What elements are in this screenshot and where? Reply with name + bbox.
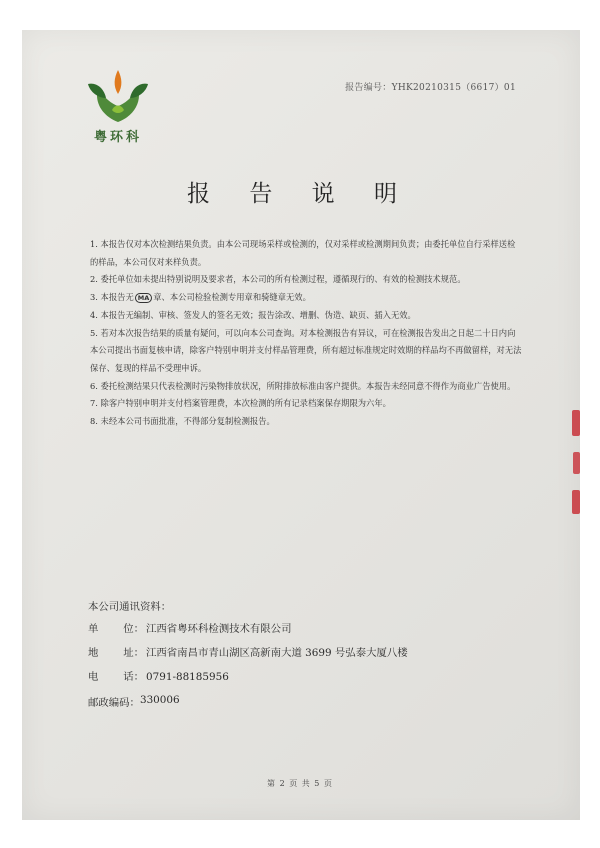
- unit-label-part-1: 单: [88, 623, 99, 635]
- report-notes: [90, 236, 522, 431]
- note-3-end: 章、本公司检验检测专用章和骑缝章无效。: [153, 292, 311, 303]
- note-3: [90, 289, 522, 307]
- address-label: [88, 646, 144, 661]
- note-7: 7. 除客户特别申明并支付档案管理费，本次检测的所有记录档案保存期限为六年。: [90, 398, 391, 409]
- address-label-part-1: 地: [88, 647, 99, 659]
- zip-label: 邮政编码：: [88, 697, 140, 709]
- note-4: 4. 本报告无编制、审核、签发人的签名无效；报告涂改、增删、伪造、缺页、插入无效。: [90, 309, 416, 320]
- cma-mark-icon: MA: [135, 293, 153, 303]
- logo-emblem: [82, 64, 154, 126]
- note-2: 2. 委托单位如未提出特别说明及要求者，本公司的所有检测过程，遵循现行的、有效的检测技术规范。: [90, 274, 466, 285]
- phone-label-part-1: 电: [88, 671, 99, 683]
- company-logo: [82, 64, 154, 144]
- report-number: 报告编号：YHK20210315（6617）01: [345, 83, 516, 93]
- unit-label-part-2: 位：: [123, 623, 144, 635]
- address-label-part-2: 址：: [123, 647, 144, 659]
- unit-value: 江西省粤环科检测技术有限公司: [146, 623, 292, 635]
- phone-label-part-2: 话：: [123, 671, 144, 683]
- note-8: 8. 未经本公司书面批准，不得部分复制检测报告。: [90, 416, 275, 427]
- logo-text: 粤环科: [93, 130, 142, 145]
- phone-value: 0791-88185956: [146, 671, 229, 683]
- note-5: 5. 若对本次报告结果的质量有疑问，可以向本公司查询。对本检测报告有异议，可在检测报告发出之日起二十日内向本公司提出书面复核申请，除客户特别申明并支付样品管理费，所有超过标准规定时效期的样品均不再做留样，对无法保存、复现的样品不受理申诉。: [90, 327, 522, 373]
- contact-heading: 本公司通讯资料：: [88, 601, 172, 613]
- page-number: 第 2 页 共 5 页: [267, 779, 333, 788]
- address-value: 江西省南昌市青山湖区高新南大道 3699 号弘泰大厦八楼: [146, 647, 408, 659]
- contact-info: [88, 598, 528, 718]
- phone-label: [88, 670, 144, 685]
- seam-seal-stamp: [568, 410, 582, 530]
- page-title: 报 告 说 明: [187, 181, 413, 207]
- contact-phone-row: [88, 670, 528, 685]
- note-1: 1. 本报告仅对本次检测结果负责。由本公司现场采样或检测的，仅对采样或检测期间负责；由委托单位自行采样送检的样品，本公司仅对来样负责。: [90, 239, 516, 267]
- contact-zip-row: [88, 694, 528, 709]
- contact-unit-row: [88, 622, 528, 637]
- note-3-start: 3. 本报告无: [90, 292, 134, 303]
- zip-value: 330006: [139, 694, 180, 706]
- contact-address-row: [88, 646, 528, 661]
- note-6: 6. 委托检测结果只代表检测时污染物排放状况，所附排放标准由客户提供。本报告未经同意不得作为商业广告使用。: [90, 380, 516, 391]
- unit-label: [88, 622, 144, 637]
